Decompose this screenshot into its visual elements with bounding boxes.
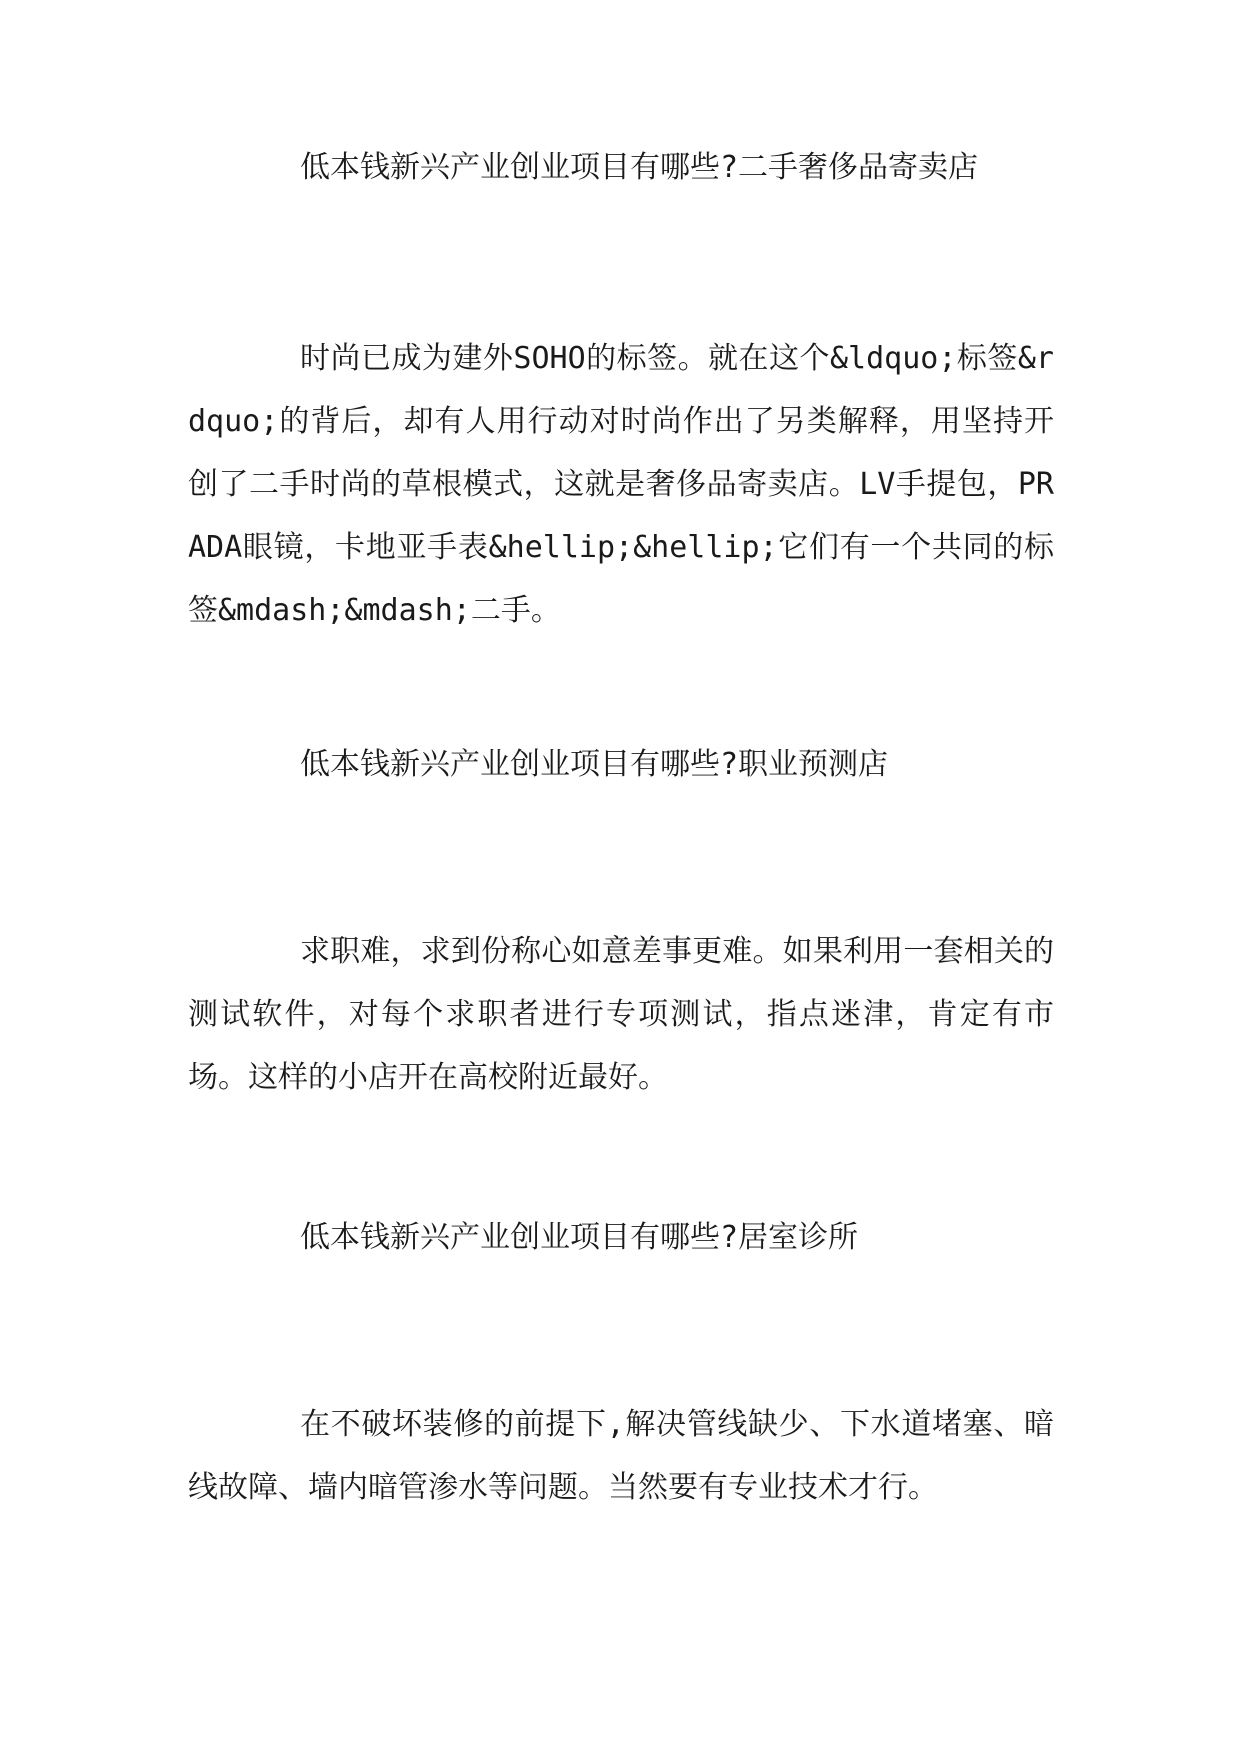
paragraph-career-prediction: 求职难，求到份称心如意差事更难。如果利用一套相关的测试软件，对每个求职者进行专项测试，指点迷津，肯定有市场。这样的小店开在高校附近最好。 bbox=[188, 934, 1054, 1095]
paragraph-home-clinic: 在不破坏装修的前提下,解决管线缺少、下水道堵塞、暗线故障、墙内暗管渗水等问题。当然要有专业技术才行。 bbox=[188, 1407, 1054, 1505]
section-heading-secondhand-luxury: 低本钱新兴产业创业项目有哪些?二手奢侈品寄卖店 bbox=[300, 150, 979, 185]
section-heading-career-prediction: 低本钱新兴产业创业项目有哪些?职业预测店 bbox=[300, 747, 889, 782]
paragraph-secondhand-luxury: 时尚已成为建外SOHO的标签。就在这个&ldquo;标签&rdquo;的背后，却有人用行动对时尚作出了另类解释，用坚持开创了二手时尚的草根模式，这就是奢侈品寄卖店。LV手提包，PRADA眼镜，卡地亚手表&hellip;&hellip;它们有一个共同的标签&mdash;&mdash;二手。 bbox=[188, 341, 1054, 628]
section-heading-home-clinic: 低本钱新兴产业创业项目有哪些?居室诊所 bbox=[300, 1220, 859, 1255]
